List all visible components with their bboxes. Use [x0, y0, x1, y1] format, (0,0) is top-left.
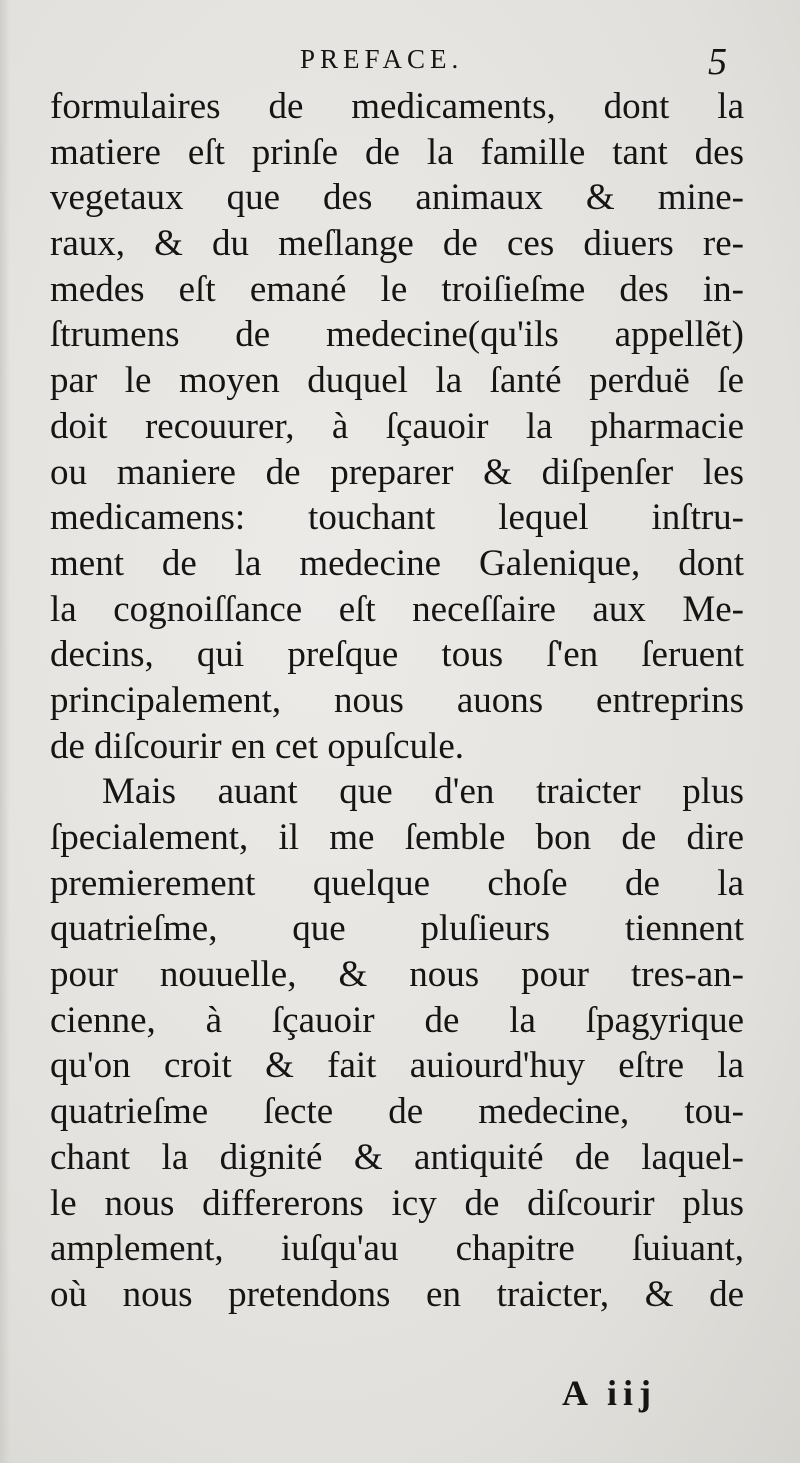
text-line: amplement, iuſqu'au chapitre ſuiuant, [50, 1228, 744, 1270]
page-number: 5 [708, 41, 727, 83]
text-line: raux, & du meſlange de ces diuers re- [50, 223, 744, 265]
text-line: qu'on croit & fait auiourd'huy eſtre la [50, 1045, 744, 1087]
paragraph-start-line: Mais auant que d'en traicter plus [102, 771, 744, 813]
text-line: ou maniere de preparer & diſpenſer les [50, 451, 744, 493]
text-line: decins, qui preſque tous ſ'en ſeruent [50, 634, 744, 676]
paragraph-end-line: de diſcourir en cet opuſcule. [50, 725, 465, 767]
text-line: medicamens: touchant lequel inſtru- [50, 497, 744, 539]
running-title: PREFACE. [300, 44, 464, 74]
text-line: medes eſt emané le troiſieſme des in- [50, 268, 744, 310]
signature-mark: A iij [562, 1373, 658, 1413]
text-line: principalement, nous auons entreprins [50, 679, 744, 721]
text-line: par le moyen duquel la ſanté perduë ſe [50, 360, 744, 402]
text-line: doit recouurer, à ſçauoir la pharmacie [50, 405, 744, 447]
text-line: quatrieſme, que pluſieurs tiennent [50, 908, 744, 950]
text-line: pour nouuelle, & nous pour tres-an- [50, 954, 744, 996]
page-footer [0, 1372, 800, 1422]
body-text [50, 84, 744, 1318]
text-line: chant la dignité & antiquité de laquel- [50, 1136, 744, 1178]
text-line: ment de la medecine Galenique, dont [50, 542, 744, 584]
text-line: la cognoiſſance eſt neceſſaire aux Me- [50, 588, 744, 630]
text-line: quatrieſme ſecte de medecine, tou- [50, 1091, 744, 1133]
text-line: où nous pretendons en traicter, & de [50, 1273, 744, 1315]
text-line: cienne, à ſçauoir de la ſpagyrique [50, 999, 744, 1041]
page-header [0, 40, 800, 84]
text-line: ſtrumens de medecine(qu'ils appellẽt) [50, 314, 744, 356]
page-gutter-shadow [0, 0, 10, 1463]
text-line: premierement quelque choſe de la [50, 862, 744, 904]
text-line: matiere eſt prinſe de la famille tant des [50, 131, 744, 173]
text-line: ſpecialement, il me ſemble bon de dire [50, 817, 744, 858]
text-line: le nous differerons icy de diſcourir plus [50, 1182, 744, 1224]
text-line: formulaires de medicaments, dont la [50, 86, 744, 127]
text-line: vegetaux que des animaux & mine- [50, 177, 744, 219]
